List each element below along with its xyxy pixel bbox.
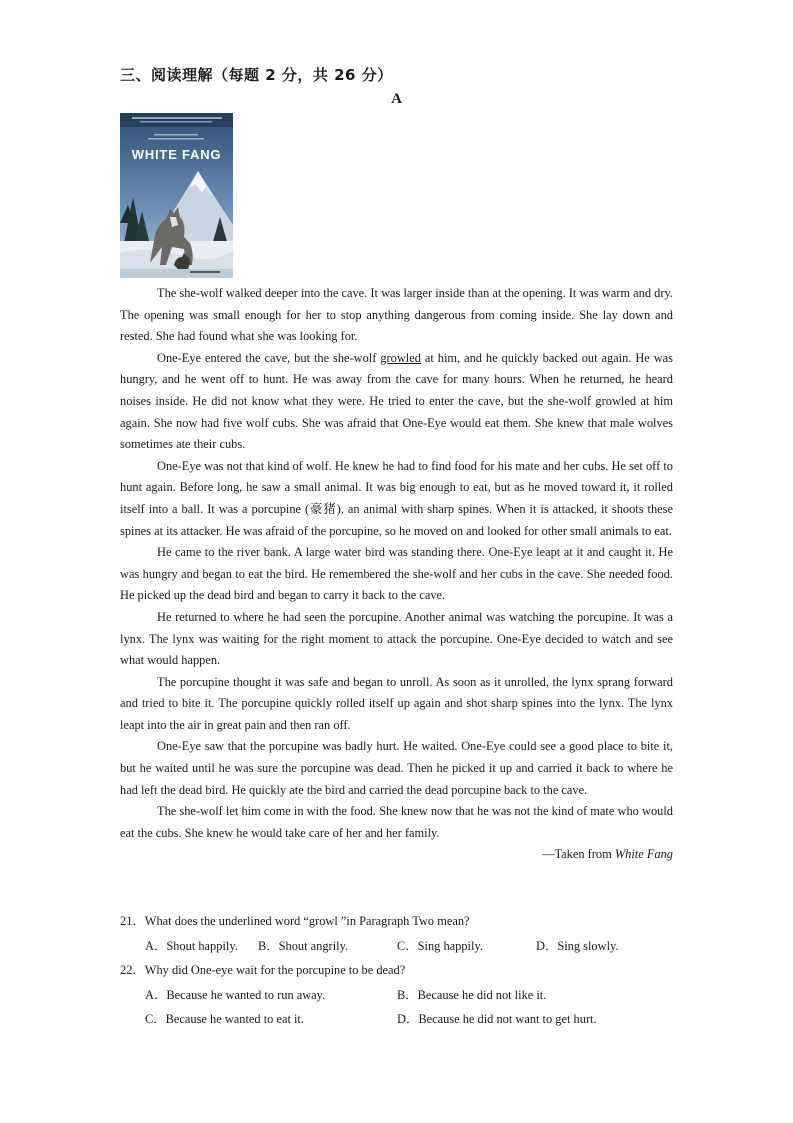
poster-artwork — [120, 113, 233, 278]
paragraph-2 — [120, 348, 673, 456]
q21-option-a[interactable]: A．Shout happily. — [145, 938, 238, 953]
paragraph-2-start: One-Eye entered the cave, but the she-wolf — [157, 350, 381, 365]
paragraph-2-rest: at him, and he quickly backed out again. He was hungry, and he went off to hunt. He was away from the cave for many hours. When he returned, he heard noises inside. He did not know what they were. He tried to enter the cave, but the she-wolf growled at him again. She now had five wolf cubs. She was afraid that One-Eye would eat them. She knew that male wolves sometimes ate their cubs. — [120, 350, 673, 452]
poster-title: WHITE FANG — [131, 147, 222, 162]
reading-passage — [120, 283, 673, 866]
q21-option-d[interactable]: D．Sing slowly. — [536, 938, 619, 953]
underlined-word: growled — [380, 350, 421, 365]
source-citation — [120, 844, 673, 866]
q21-option-b[interactable]: B．Shout angrily. — [258, 938, 349, 953]
question-22-options-row-2 — [145, 1007, 680, 1032]
part-label: A — [391, 91, 402, 107]
paragraph-7: One-Eye saw that the porcupine was badly hurt. He waited. One-Eye could see a good place to bite it, but he waited until he was sure the porcupine was dead. Then he picked it up and carried it back to where he had left the dead bird. He quickly ate the bird and carried the dead porcupine back to the cave. — [120, 739, 673, 797]
q21-option-c[interactable]: C．Sing happily. — [397, 938, 483, 953]
question-22-options-row-1 — [145, 983, 680, 1008]
paragraph-5: He returned to where he had seen the porcupine. Another animal was watching the porcupine. It was a lynx. The lynx was waiting for the right moment to attack the porcupine. One-Eye decided to watch and see what would happen. — [120, 609, 673, 668]
question-22-stem: 22．Why did One-eye wait for the porcupine to be dead? — [120, 963, 406, 977]
paragraph-8: The she-wolf let him come in with the food. She knew now that he was not the kind of mate who would eat the cubs. She knew he would take care of her and her family. — [120, 804, 673, 840]
source-book-title: White Fang — [614, 847, 673, 862]
q22-option-c[interactable]: C．Because he wanted to eat it. — [145, 1012, 304, 1026]
paragraph-6: The porcupine thought it was safe and began to unroll. As soon as it unrolled, the lynx sprang forward and tried to bite it. The porcupine quickly rolled itself up again and shot sharp spines into the lynx. The lynx leapt into the air in great pain and then ran off. — [120, 674, 673, 732]
question-list — [120, 909, 680, 1032]
q22-option-b[interactable]: B．Because he did not like it. — [397, 987, 547, 1002]
paragraph-4: He came to the river bank. A large water bird was standing there. One-Eye leapt at it and caught it. He was hungry and began to eat the bird. He remembered the she-wolf and her cubs in the cave. She needed food. He picked up the dead bird and began to carry it back to the cave. — [120, 545, 673, 603]
q22-option-a[interactable]: A．Because he wanted to run away. — [145, 987, 326, 1002]
question-21-stem: 21．What does the underlined word “growl ”in Paragraph Two mean? — [120, 914, 470, 928]
source-prefix: —Taken from — [542, 847, 615, 862]
question-21-options — [145, 934, 680, 959]
section-title: 三、阅读理解（每题 2 分，共 26 分） — [120, 66, 393, 84]
q22-option-d[interactable]: D．Because he did not want to get hurt. — [397, 1012, 597, 1026]
movie-poster-image — [120, 113, 233, 278]
paragraph-3: One-Eye was not that kind of wolf. He knew he had to find food for his mate and her cubs. He set off to hunt again. Before long, he saw a small animal. It was big enough to eat, but as he moved toward it, it rolled itself into a ball. It was a porcupine (豪猪), an animal with sharp spines. When it is attacked, it shoots these spines at its attacker. He was afraid of the porcupine, so he moved on and looked for other small animals to eat. — [120, 458, 673, 538]
paragraph-1: The she-wolf walked deeper into the cave. It was larger inside than at the opening. It was warm and dry. The opening was small enough for her to stop anything dangerous from coming inside. She lay down and rested. She had found what she was looking for. — [120, 286, 673, 344]
